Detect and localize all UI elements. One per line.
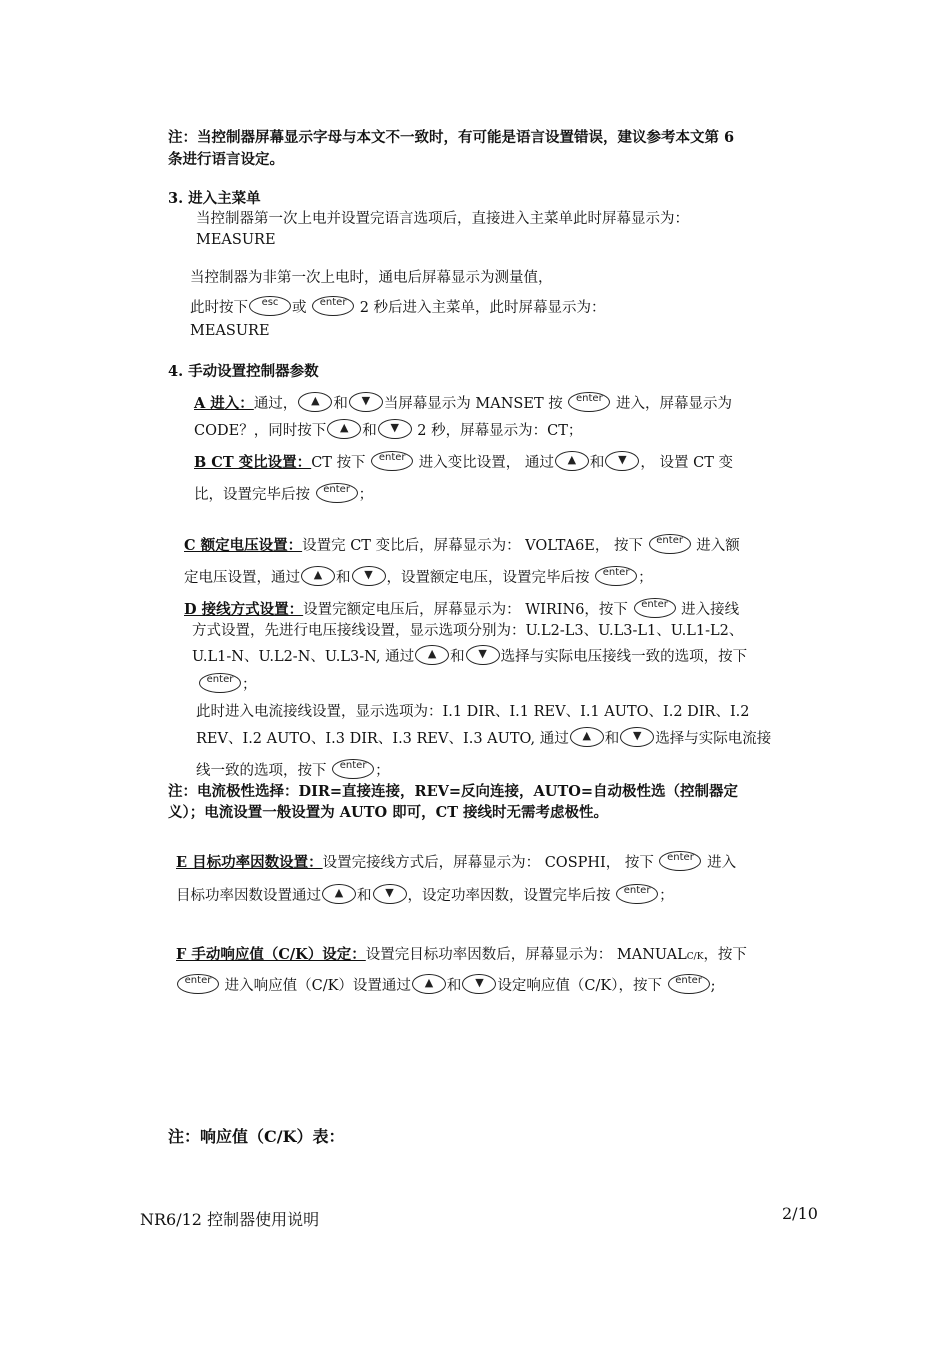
down-button-icon: ▼ <box>466 645 500 665</box>
footer-page-number: 2/10 <box>782 1204 818 1223</box>
up-button-icon: ▲ <box>412 974 446 994</box>
s3-line3: 当控制器为非第一次上电时，通电后屏幕显示为测量值， <box>190 270 553 286</box>
footer-doc-title: NR6/12 控制器使用说明 <box>140 1210 320 1229</box>
step-d-line6: REV、I.2 AUTO、I.3 DIR、I.3 REV、I.3 AUTO, 通过 ▲ 和 ▼ 选择与实际电流接 <box>196 729 772 747</box>
down-button-icon: ▼ <box>352 566 386 586</box>
enter-button-icon: enter <box>312 296 354 316</box>
step-c-line2: 定电压设置，通过 ▲ 和 ▼ ，设置额定电压，设置完毕后按 enter ； <box>184 567 653 586</box>
enter-button-icon: enter <box>634 598 676 618</box>
up-button-icon: ▲ <box>555 451 589 471</box>
note-response-table: 注：响应值（C/K）表： <box>168 1127 345 1146</box>
up-button-icon: ▲ <box>327 419 361 439</box>
s3-line1: 当控制器第一次上电并设置完语言选项后，直接进入主菜单此时屏幕显示为： <box>196 211 689 227</box>
note-language: 注：当控制器屏幕显示字母与本文不一致时，有可能是语言设置错误，建议参考本文第 6 <box>168 129 735 146</box>
section-3-title: 3. 进入主菜单 <box>168 190 261 207</box>
step-d-line1: D 接线方式设置：设置完额定电压后，屏幕显示为： WIRIN6，按下 enter 进入接线 <box>184 599 740 618</box>
esc-button-icon: esc <box>249 296 291 316</box>
up-button-icon: ▲ <box>298 392 332 412</box>
enter-button-icon: enter <box>199 673 241 693</box>
step-f-line2: enter 进入响应值（C/K）设置通过 ▲ 和 ▼ 设定响应值（C/K），按下 enter ; <box>176 976 715 996</box>
step-e-line1: E 目标功率因数设置：设置完接线方式后，屏幕显示为： COSPHI， 按下 enter 进入 <box>176 852 737 871</box>
step-d-line4: enter ； <box>198 675 257 695</box>
step-e-line2: 目标功率因数设置通过 ▲ 和 ▼ ，设定功率因数，设置完毕后按 enter ； <box>176 885 674 904</box>
down-button-icon: ▼ <box>620 727 654 747</box>
enter-button-icon: enter <box>649 534 691 554</box>
enter-button-icon: enter <box>668 974 710 994</box>
s3-line4: 此时按下 esc 或 enter 2 秒后进入主菜单，此时屏幕显示为： <box>190 297 606 316</box>
step-a-line2: CODE？，同时按下 ▲ 和 ▼ 2 秒，屏幕显示为：CT； <box>194 421 583 439</box>
step-a-line1: A 进入：通过， ▲ 和 ▼ 当屏幕显示为 MANSET 按 enter 进入，屏幕显示为 <box>194 393 732 412</box>
up-button-icon: ▲ <box>415 645 449 665</box>
enter-button-icon: enter <box>659 851 701 871</box>
s3-measure-1: MEASURE <box>196 232 276 248</box>
step-d-line2: 方式设置，先进行电压接线设置，显示选项分别为：U.L2-L3、U.L3-L1、U.L1-L2、 <box>192 623 744 639</box>
s3-measure-2: MEASURE <box>190 323 270 339</box>
step-d-line7: 线一致的选项，按下 enter ； <box>196 760 390 779</box>
down-button-icon: ▼ <box>462 974 496 994</box>
note-current-polarity-cont: 义）；电流设置一般设置为 AUTO 即可，CT 接线时无需考虑极性。 <box>168 804 609 821</box>
enter-button-icon: enter <box>177 974 219 994</box>
enter-button-icon: enter <box>371 451 413 471</box>
down-button-icon: ▼ <box>605 451 639 471</box>
step-d-line3: U.L1-N、U.L2-N、U.L3-N, 通过 ▲ 和 ▼ 选择与实际电压接线一致的选项，按下 <box>192 647 748 665</box>
step-f-line1: F 手动响应值（C/K）设定：设置完目标功率因数后，屏幕显示为： MANUALC/K，按下 <box>176 946 747 963</box>
down-button-icon: ▼ <box>373 884 407 904</box>
step-c-line1: C 额定电压设置：设置完 CT 变比后，屏幕显示为： VOLTA6E， 按下 enter 进入额 <box>184 535 740 554</box>
up-button-icon: ▲ <box>301 566 335 586</box>
note-language-cont: 条进行语言设定。 <box>168 151 284 168</box>
step-b-line1: B CT 变比设置：CT 按下 enter 进入变比设置， 通过 ▲ 和 ▼ ， 设置 CT 变 <box>194 452 733 471</box>
enter-button-icon: enter <box>568 392 610 412</box>
down-button-icon: ▼ <box>349 392 383 412</box>
step-d-line5: 此时进入电流接线设置，显示选项为：I.1 DIR、I.1 REV、I.1 AUTO、I.2 DIR、I.2 <box>196 704 750 720</box>
up-button-icon: ▲ <box>570 727 604 747</box>
section-4-title: 4. 手动设置控制器参数 <box>168 363 319 380</box>
note-current-polarity: 注：电流极性选择：DIR=直接连接，REV=反向连接，AUTO=自动极性选（控制器定 <box>168 783 739 800</box>
enter-button-icon: enter <box>616 884 658 904</box>
enter-button-icon: enter <box>332 759 374 779</box>
up-button-icon: ▲ <box>322 884 356 904</box>
enter-button-icon: enter <box>595 566 637 586</box>
step-b-line2: 比，设置完毕后按 enter ； <box>194 484 374 503</box>
down-button-icon: ▼ <box>378 419 412 439</box>
enter-button-icon: enter <box>316 483 358 503</box>
